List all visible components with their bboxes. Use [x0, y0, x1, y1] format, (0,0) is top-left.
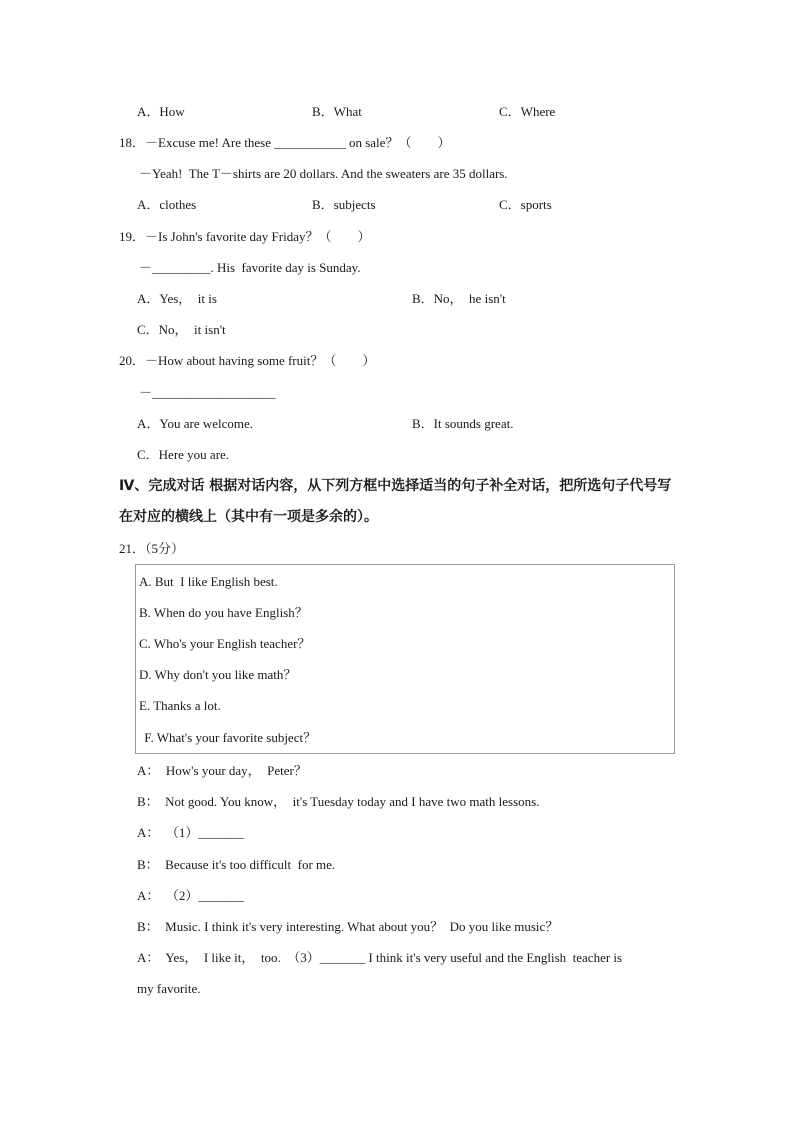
q20-option-c: C．Here you are. [137, 447, 230, 462]
q21-stem: 21．（5分） [119, 541, 185, 556]
dialogue-line-3: A： （1）_______ [137, 825, 244, 840]
q19-option-a: A．Yes， it is [137, 291, 217, 306]
q19-option-b: B．No， he isn't [412, 291, 506, 306]
q20-reply: －___________________ [139, 385, 276, 400]
dialogue-line-5: A： （2）_______ [137, 888, 244, 903]
box-option-c: C. Who's your English teacher？ [139, 636, 311, 651]
q17-option-a: A．How [137, 104, 185, 119]
q18-option-c: C．sports [499, 197, 552, 212]
box-option-d: D. Why don't you like math？ [139, 667, 297, 682]
box-option-e: E. Thanks a lot. [139, 698, 221, 713]
box-option-a: A. But I like English best. [139, 574, 278, 589]
q18-stem: 18．－Excuse me! Are these ___________ on sale？（ ） [119, 135, 451, 150]
section-4-heading-line-1: Ⅳ、完成对话 根据对话内容，从下列方框中选择适当的句子补全对话，把所选句子代号写 [119, 478, 672, 494]
dialogue-line-8: my favorite. [137, 981, 201, 996]
q17-option-b: B．What [312, 104, 362, 119]
dialogue-line-1: A： How's your day， Peter？ [137, 763, 307, 778]
q19-option-c: C．No， it isn't [137, 322, 226, 337]
q20-stem: 20．－How about having some fruit？（ ） [119, 353, 376, 368]
dialogue-line-4: B： Because it's too difficult for me. [137, 857, 336, 872]
q20-option-a: A．You are welcome. [137, 416, 254, 431]
dialogue-line-7: A： Yes， I like it， too. （3）_______ I think it's very useful and the English teacher is [137, 950, 623, 965]
q18-option-b: B．subjects [312, 197, 376, 212]
q19-reply: －_________. His favorite day is Sunday. [139, 260, 361, 275]
options-box [135, 564, 675, 754]
q17-option-c: C．Where [499, 104, 556, 119]
q18-reply: －Yeah! The T－shirts are 20 dollars. And the sweaters are 35 dollars. [139, 166, 508, 181]
box-option-f: F. What's your favorite subject？ [141, 730, 317, 745]
section-4-heading-line-2: 在对应的横线上（其中有一项是多余的）。 [119, 509, 378, 525]
q19-stem: 19．－Is John's favorite day Friday？（ ） [119, 229, 371, 244]
dialogue-line-2: B： Not good. You know， it's Tuesday today and I have two math lessons. [137, 794, 540, 809]
q20-option-b: B．It sounds great. [412, 416, 514, 431]
q18-option-a: A．clothes [137, 197, 197, 212]
box-option-b: B. When do you have English？ [139, 605, 308, 620]
dialogue-line-6: B： Music. I think it's very interesting. What about you？ Do you like music？ [137, 919, 559, 934]
